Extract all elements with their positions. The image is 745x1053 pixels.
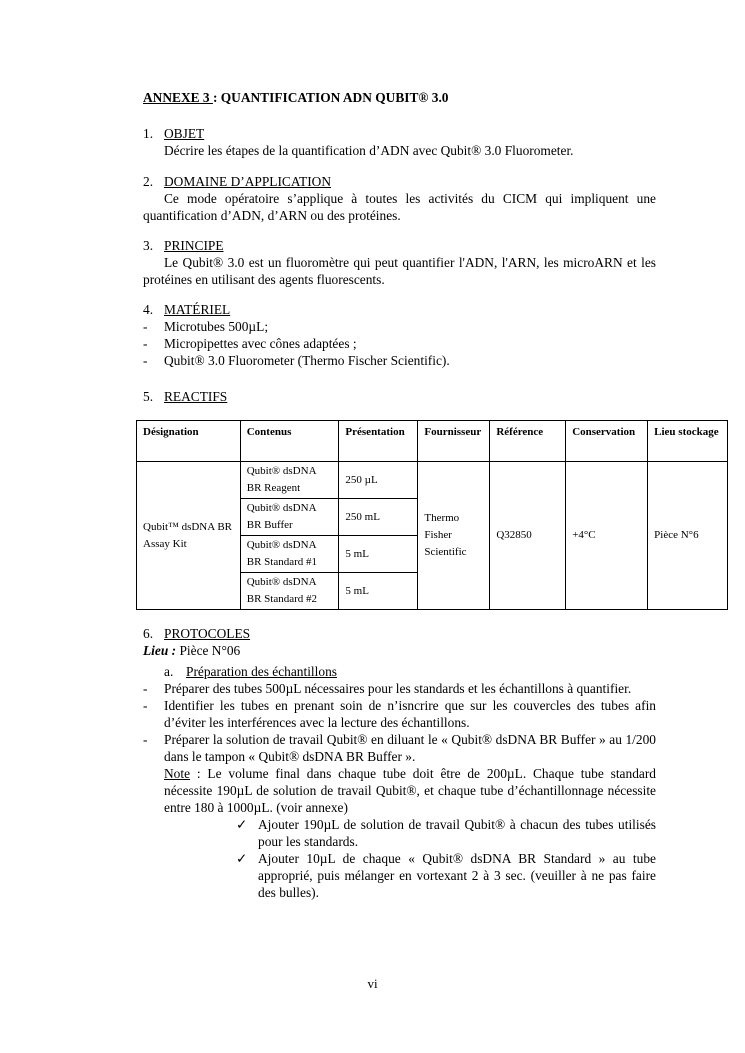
section-protocoles: 6. PROTOCOLES Lieu : Pièce N°06 a. Préparation des échantillons - Préparer des tubes 500µL nécessaires pour les standards et les échantillons à quantifier. - Identifier les tubes en prenant soin de n’isncrire que sur les couvercles des tubes afin d’éviter les interférences avec la lecture des échantillons. - Préparer la solution de travail Qubit® en diluant le « Qubit® dsDNA BR Buffer » au 1/200 dans le tampon « Qubit® dsDNA BR Buffer ». Note : Le volume final dans chaque tube doit être de 200µL. Chaque tube standard nécessite 190µL de solution de travail Qubit®, et chaque tube d’échantillonnage nécessite entre 180 à 1000µL. (voir annexe) ✓ Ajouter 190µL de solution de travail Qubit® à chacun des tubes utilisés pour les standards. ✓ Ajouter 10µL de chaque « Qubit® dsDNA BR Standard » au tube approprié, puis mélanger en vortexant 2 à 3 sec. (veuiller à ne pas faire des bulles). [143, 626, 656, 900]
table-cell-fournisseur: Thermo Fisher Scientific [418, 462, 490, 610]
table-header: Fournisseur [418, 421, 490, 462]
page-number: vi [367, 976, 378, 991]
table-header: Contenus [240, 421, 339, 462]
list-item: - Préparer des tubes 500µL nécessaires pour les standards et les échantillons à quantifier. [143, 681, 632, 696]
section-heading: OBJET [164, 126, 205, 141]
note: Note : Le volume final dans chaque tube doit être de 200µL. Chaque tube standard nécessite 190µL de solution de travail Qubit®, et chaque tube d’échantillonnage nécessite entre 180 à 1000µL. (voir annexe) [164, 766, 656, 815]
subsection-heading: a. Préparation des échantillons [164, 664, 337, 679]
table-cell-lieu: Pièce N°6 [648, 462, 728, 610]
section-domaine: 2. DOMAINE D’APPLICATION Ce mode opératoire s’applique à toutes les activités du CICM qui impliquent une quantification d’ADN, d’ARN ou des protéines. [143, 174, 656, 223]
section-materiel: 4. MATÉRIEL - Microtubes 500µL; - Micropipettes avec cônes adaptées ; - Qubit® 3.0 Fluorometer (Thermo Fischer Scientific). [143, 301, 656, 369]
page-title: ANNEXE 3 : QUANTIFICATION ADN QUBIT® 3.0 [143, 90, 449, 105]
table-cell: 5 mL [339, 536, 418, 573]
section-heading: MATÉRIEL [164, 302, 231, 317]
table-cell-reference: Q32850 [490, 462, 566, 610]
table-header-row [137, 421, 728, 462]
table-cell-designation: Qubit™ dsDNA BR Assay Kit [137, 462, 241, 610]
table-cell: Qubit® dsDNA BR Standard #2 [240, 573, 339, 610]
table-cell: Qubit® dsDNA BR Reagent [240, 462, 339, 499]
checkmark-icon: ✓ [236, 851, 248, 866]
table-cell: 250 µL [339, 462, 418, 499]
section-heading: DOMAINE D’APPLICATION [164, 174, 332, 189]
list-item: - Préparer la solution de travail Qubit® en diluant le « Qubit® dsDNA BR Buffer » au 1/200 dans le tampon « Qubit® dsDNA BR Buffer ». [143, 732, 656, 764]
section-text: Ce mode opératoire s’applique à toutes les activités du CICM qui impliquent une quantification d’ADN, d’ARN ou des protéines. [143, 191, 656, 223]
list-item: - Identifier les tubes en prenant soin de n’isncrire que sur les couvercles des tubes afin d’éviter les interférences avec la lecture des échantillons. [143, 698, 656, 730]
section-objet: 1. OBJET Décrire les étapes de la quantification d’ADN avec Qubit® 3.0 Fluorometer. [143, 125, 656, 159]
list-item: - Qubit® 3.0 Fluorometer (Thermo Fischer Scientific). [143, 353, 450, 368]
table-header: Désignation [137, 421, 241, 462]
table-cell-conservation: +4°C [566, 462, 648, 610]
lieu-line: Lieu : Pièce N°06 [143, 643, 241, 658]
table-cell: 250 mL [339, 499, 418, 536]
table-cell: Qubit® dsDNA BR Standard #1 [240, 536, 339, 573]
section-text: Décrire les étapes de la quantification d’ADN avec Qubit® 3.0 Fluorometer. [164, 143, 574, 158]
section-heading: PROTOCOLES [164, 626, 251, 641]
table-row [137, 462, 728, 499]
table-header: Présentation [339, 421, 418, 462]
table-header: Lieu stockage [648, 421, 728, 462]
list-item: - Microtubes 500µL; [143, 319, 269, 334]
table-header: Référence [490, 421, 566, 462]
section-heading: PRINCIPE [164, 238, 224, 253]
section-text: Le Qubit® 3.0 est un fluoromètre qui peut quantifier l'ADN, l'ARN, les microARN et les protéines en utilisant des agents fluorescents. [143, 255, 656, 287]
table-header: Conservation [566, 421, 648, 462]
check-list [143, 816, 656, 901]
table-cell: Qubit® dsDNA BR Buffer [240, 499, 339, 536]
checkmark-icon: ✓ [236, 817, 248, 832]
check-item: ✓ Ajouter 10µL de chaque « Qubit® dsDNA BR Standard » au tube approprié, puis mélanger en vortexant 2 à 3 sec. (veuiller à ne pas faire des bulles). [236, 851, 656, 900]
table-cell: 5 mL [339, 573, 418, 610]
list-item: - Micropipettes avec cônes adaptées ; [143, 336, 357, 351]
section-heading: REACTIFS [164, 389, 228, 404]
check-item: ✓ Ajouter 190µL de solution de travail Qubit® à chacun des tubes utilisés pour les standards. [236, 817, 656, 849]
reagents-table [136, 420, 728, 610]
section-reactifs: 5. REACTIFS [143, 389, 228, 404]
section-principe: 3. PRINCIPE Le Qubit® 3.0 est un fluoromètre qui peut quantifier l'ADN, l'ARN, les microARN et les protéines en utilisant des agents fluorescents. [143, 238, 656, 287]
